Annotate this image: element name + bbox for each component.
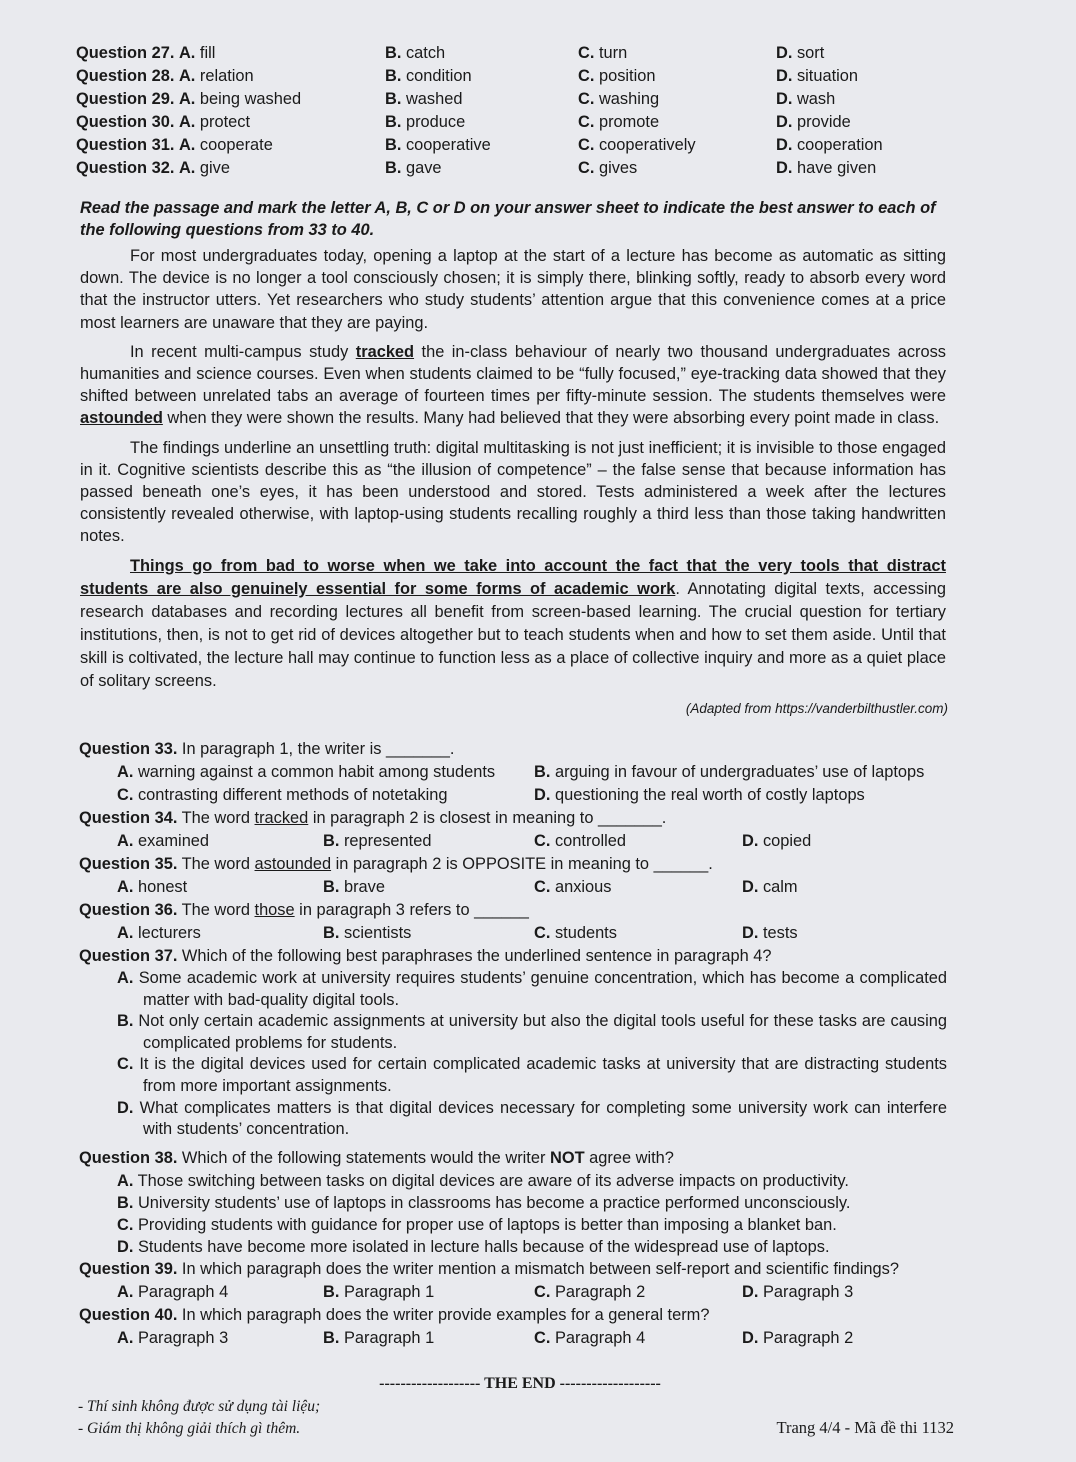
question-row: Question 28. A. relation B. condition C. position D. situation [76,67,859,85]
question-36: Question 36. The word those in paragraph 3 refers to ______ [79,901,529,919]
options-row: A. lecturers B. scientists C. students D. tests [117,924,798,942]
question-35: Question 35. The word astounded in paragraph 2 is OPPOSITE in meaning to ______. [79,855,713,873]
referent-word: those [837,438,878,457]
question-38: Question 38. Which of the following statements would the writer NOT agree with? [79,1148,674,1167]
paragraph-1: For most undergraduates today, opening a laptop at the start of a lecture has become as automatic as sitting down. The device is no longer a tool consciously chosen; it is simply there, blinking softly, ready to absorb every word that the instructor utters. Yet researchers who study students’ attention argue that this convenience comes at a price most learners are unaware that they are paying. [80,247,946,332]
option-d: D. What complicates matters is that digital devices necessary for completing some university work can interfere with students’ concentration. [117,1098,947,1139]
option-b: B. Not only certain academic assignments at university but also the digital tools useful for these tasks are causing complicated problems for students. [117,1012,947,1052]
options-row: C. contrasting different methods of notetaking D. questioning the real worth of costly laptops [117,786,865,804]
option-c: C. Providing students with guidance for proper use of laptops is better than imposing a blanket ban. [117,1215,837,1234]
option-d: D. Students have become more isolated in lecture halls because of the widespread use of laptops. [117,1237,830,1256]
footnotes [78,1396,320,1440]
option-b: B. University students’ use of laptops in classrooms has become a practice performed unconsciously. [117,1193,851,1212]
footnote: - Giám thị không giải thích gì thêm. [78,1420,301,1437]
question-row: Question 30. A. protect B. produce C. promote D. provide [76,113,851,131]
option-c: C. It is the digital devices used for certain complicated academic tasks at university that are distracting students from more important assignments. [117,1055,947,1095]
underlined-sentence: Things go from bad to worse when we take into account the fact that the very tools that distract students are also genuinely essential for some forms of academic work [80,556,946,598]
options-row: A. honest B. brave C. anxious D. calm [117,878,798,896]
options-row: A. Paragraph 4 B. Paragraph 1 C. Paragraph 2 D. Paragraph 3 [117,1282,854,1301]
paragraph-2: In recent multi-campus study tracked the in-class behaviour of nearly two thousand undergraduates across humanities and science courses. Even when students claimed to be “fully focused,” eye-tracking data showed that they shifted between unrelated tabs an average of fourteen times per fifty-minute session. The students themselves were astounded when they were shown the results. Many had believed that they were absorbing every point made in class. [80,342,946,428]
options-row: A. Paragraph 3 B. Paragraph 1 C. Paragraph 4 D. Paragraph 2 [117,1328,854,1347]
options-row: A. warning against a common habit among students B. arguing in favour of undergraduates’ use of laptops [117,763,925,781]
source-citation: (Adapted from https://vanderbilthustler.com) [685,700,948,716]
question-row: Question 31. A. cooperate B. cooperative C. cooperatively D. cooperation [76,136,883,154]
question-34: Question 34. The word tracked in paragraph 2 is closest in meaning to _______. [79,809,667,827]
question-row: Question 32. A. give B. gave C. gives D. have given [76,159,877,177]
question-list [79,738,947,1350]
underlined-word: tracked [355,342,415,361]
question-40: Question 40. In which paragraph does the writer provide examples for a general term? [79,1305,710,1324]
question-39: Question 39. In which paragraph does the writer mention a mismatch between self-report and scientific findings? [79,1259,899,1278]
question-row: Question 27. A. fill B. catch C. turn D. sort [76,44,825,62]
option-a: A. Some academic work at university requires students’ genuine concentration, which has become a complicated matter with bad-quality digital tools. [117,969,947,1009]
the-end-marker: ------------------- THE END ------------------- [379,1375,661,1392]
options-row: A. examined B. represented C. controlled D. copied [117,832,812,850]
paragraph-3: The findings underline an unsettling truth: digital multitasking is not just inefficient; it is invisible to those engaged in it. Cognitive scientists describe this as “the illusion of competence” – the false sense that because information has passed beneath one’s eyes, it has been understood and stored. Tests administered a week after the lectures consistently revealed otherwise, with laptop-using students recalling roughly a third less than those taking handwritten notes. [80,438,946,546]
page-number: Trang 4/4 - Mã đề thi 1132 [776,1418,954,1437]
paragraph-4: Things go from bad to worse when we take into account the fact that the very tools that distract students are also genuinely essential for some forms of academic work. Annotating digital texts, accessing research databases and recording lectures all benefit from screen-based learning. The crucial question for tertiary institutions, then, is not to get rid of devices altogether but to teach students when and how to set them aside. Until that skill is coltivated, the lecture hall may continue to function less as a place of collective inquiry and more as a quiet place of solitary screens. [80,556,946,690]
question-row: Question 29. A. being washed B. washed C. washing D. wash [76,90,836,108]
option-a: A. Those switching between tasks on digital devices are aware of its adverse impacts on productivity. [117,1171,849,1190]
reading-instruction: Read the passage and mark the letter A, B, C or D on your answer sheet to indicate the best answer to each of the following questions from 33 to 40. [80,199,936,239]
answer-options-grid [76,42,976,180]
footnote: - Thí sinh không được sử dụng tài liệu; [78,1398,321,1415]
underlined-word: astounded [80,409,163,428]
question-37: Question 37. Which of the following best paraphrases the underlined sentence in paragraph 4? [79,947,772,965]
reading-passage [80,245,946,718]
question-33: Question 33. In paragraph 1, the writer is _______. [79,740,455,758]
